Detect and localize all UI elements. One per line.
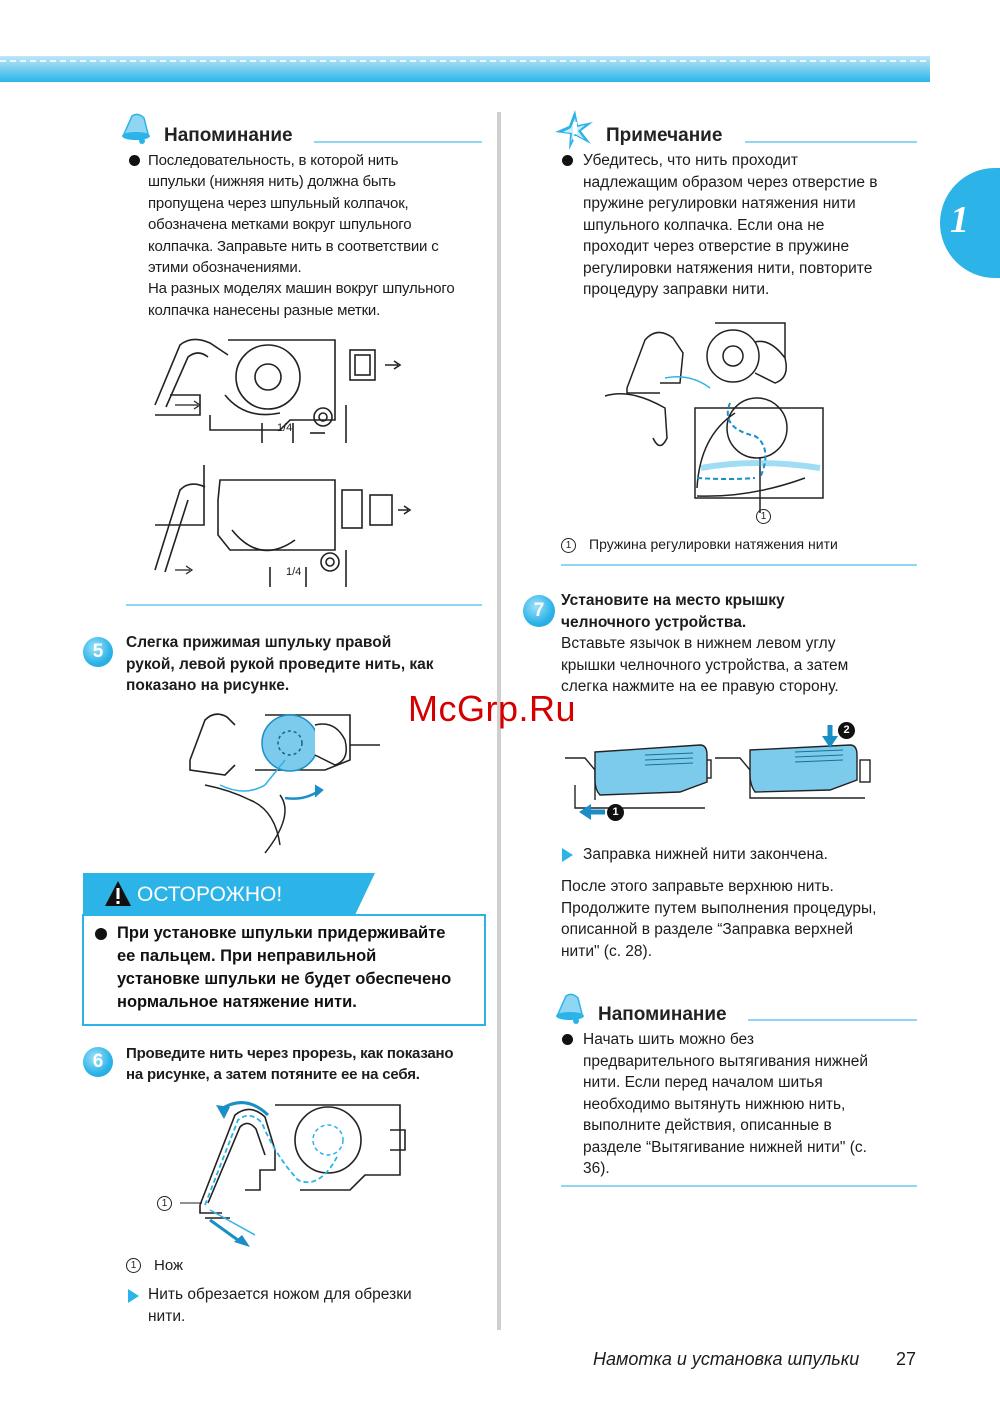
triangle-arrow-icon xyxy=(562,848,573,862)
step-number: 7 xyxy=(523,595,555,627)
text-line: Установите на место крышку xyxy=(561,592,785,609)
step-text xyxy=(561,633,921,698)
text-line: шпульки (нижняя нить) должна быть xyxy=(148,173,396,191)
thread-cutter-figure xyxy=(180,1095,420,1250)
footer-section-title: Намотка и установка шпульки xyxy=(593,1349,860,1369)
text-line: надлежащим образом через отверстие в xyxy=(583,173,878,191)
bullet xyxy=(129,155,140,166)
text-line: крышки челночного устройства, а затем xyxy=(561,656,849,674)
bell-icon xyxy=(552,990,588,1026)
bobbin-insertion-figure xyxy=(185,705,385,860)
chapter-tab xyxy=(940,168,1000,278)
step-text xyxy=(126,632,496,697)
section-rule xyxy=(126,604,482,606)
note-title: Примечание xyxy=(606,125,723,146)
text-line: процедуру заправки нити. xyxy=(583,281,770,298)
text-line: рукой, левой рукой проведите нить, как xyxy=(126,655,434,673)
text-line: проходит через отверстие в пружине xyxy=(583,238,850,255)
marker-1: 1 xyxy=(607,804,624,821)
text-line: этими обозначениями. xyxy=(148,259,302,277)
text-line: необходимо вытянуть нижнюю нить, xyxy=(583,1095,846,1113)
text-line: на рисунке, а затем потяните ее на себя. xyxy=(126,1066,420,1084)
fraction-label: 1/4 xyxy=(286,566,302,578)
text-line: разделе “Вытягивание нижней нити" (с. xyxy=(583,1138,867,1156)
heading-underline xyxy=(745,141,917,143)
text-line: нормальное натяжение нити. xyxy=(117,993,357,1011)
fraction-label: 1/4 xyxy=(277,422,293,434)
memo-title: Напоминание xyxy=(164,125,293,146)
warning-triangle-icon xyxy=(103,879,133,909)
bobbin-case-diagram xyxy=(150,335,420,600)
marker-2: 2 xyxy=(838,722,855,739)
text-line: ее пальцем. При неправильной xyxy=(117,947,377,965)
text-line: обозначена метками вокруг шпульного xyxy=(148,216,412,234)
bell-icon xyxy=(118,110,154,146)
callout-marker: 1 xyxy=(756,509,771,524)
bullet xyxy=(562,155,573,166)
text-line: Проведите нить через прорезь, как показано xyxy=(126,1045,454,1062)
legend-marker: 1 xyxy=(561,538,576,553)
text-line: Последовательность, в которой нить xyxy=(148,152,399,169)
section-rule xyxy=(561,564,917,566)
top-header-band xyxy=(0,56,930,82)
text-line: слегка нажмите на ее правую сторону. xyxy=(561,678,839,695)
bullet xyxy=(95,928,107,940)
text-line: Убедитесь, что нить проходит xyxy=(583,152,798,169)
text-line: пружине регулировки натяжения нити xyxy=(583,195,856,212)
text-line: Слегка прижимая шпульку правой xyxy=(126,634,392,651)
text-line: Нить обрезается ножом для обрезки xyxy=(148,1286,412,1303)
result-text xyxy=(148,1284,488,1327)
text-line: колпачка. Заправьте нить в соответствии с xyxy=(148,237,439,255)
step-number: 5 xyxy=(83,637,113,667)
bullet xyxy=(562,1034,573,1045)
legend-text: Нож xyxy=(154,1257,184,1274)
caution-banner xyxy=(83,873,355,915)
text-line: описанной в разделе “Заправка верхней xyxy=(561,921,854,938)
text-line: 36). xyxy=(583,1160,610,1177)
text-line: Вставьте язычок в нижнем левом углу xyxy=(561,635,836,652)
watermark-text: McGrp.Ru xyxy=(408,688,577,729)
text-line: нити. Если перед началом шитья xyxy=(583,1074,823,1091)
caution-title: ОСТОРОЖНО! xyxy=(137,883,283,906)
text-line: шпульного колпачка. Если она не xyxy=(583,216,825,234)
sparkle-icon xyxy=(555,110,595,150)
page-number: 27 xyxy=(896,1349,917,1369)
memo-text xyxy=(148,150,498,321)
text-line: нити" (с. 28). xyxy=(561,942,653,960)
text-line: Продолжите путем выполнения процедуры, xyxy=(561,899,877,917)
text-line: колпачка нанесены разные метки. xyxy=(148,301,381,319)
legend-marker: 1 xyxy=(126,1258,141,1273)
result-text: Заправка нижней нити закончена. xyxy=(583,846,828,863)
memo-title: Напоминание xyxy=(598,1004,727,1025)
text-line: установке шпульки не будет обеспечено xyxy=(117,970,452,988)
text-line: пропущена через шпульный колпачок, xyxy=(148,194,409,212)
text-line: При установке шпульки придерживайте xyxy=(117,924,446,942)
text-line: На разных моделях машин вокруг шпульного xyxy=(148,280,455,298)
text-line: показано на рисунке. xyxy=(126,677,290,694)
legend-text: Пружина регулировки натяжения нити xyxy=(589,536,838,552)
heading-underline xyxy=(748,1019,917,1021)
after-text xyxy=(561,876,931,962)
memo-text xyxy=(583,1029,918,1180)
text-line: выполните действия, описанные в xyxy=(583,1117,832,1134)
section-rule xyxy=(561,1185,917,1187)
step-title xyxy=(561,590,921,633)
text-line: регулировки натяжения нити, повторите xyxy=(583,259,873,277)
note-text xyxy=(583,150,933,301)
text-line: После этого заправьте верхнюю нить. xyxy=(561,878,834,895)
step-number: 6 xyxy=(83,1047,113,1077)
tension-spring-figure xyxy=(605,318,830,518)
text-line: предварительного вытягивания нижней xyxy=(583,1052,869,1070)
text-line: челночного устройства. xyxy=(561,613,747,631)
callout-marker: 1 xyxy=(157,1196,172,1211)
caution-text xyxy=(117,922,477,1014)
text-line: нити. xyxy=(148,1307,186,1325)
text-line: Начать шить можно без xyxy=(583,1031,754,1048)
heading-underline xyxy=(314,141,482,143)
triangle-arrow-icon xyxy=(128,1289,139,1303)
step-text xyxy=(126,1043,496,1086)
chapter-number: 1 xyxy=(950,199,969,241)
